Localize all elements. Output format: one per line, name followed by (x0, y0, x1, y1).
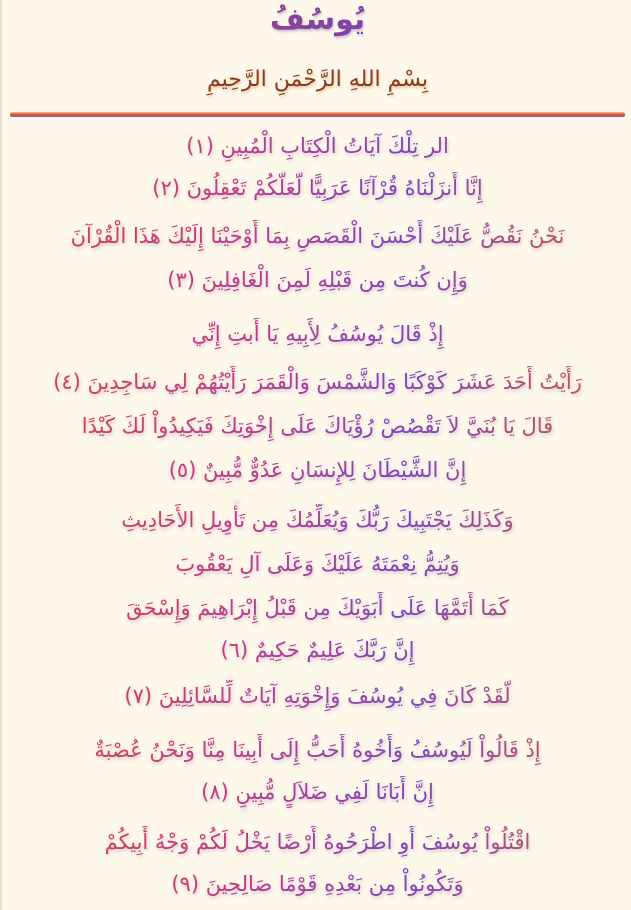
verse-line: قَالَ يَا بُنَيَّ لاَ تَقْصُصْ رُؤْيَاكَ عَلَى إِخْوَتِكَ فَيَكِيدُواْ لَكَ كَيْدًا (22, 410, 613, 442)
surah-header (2, 0, 631, 112)
verse-line: لَّقَدْ كَانَ فِي يُوسُفَ وَإِخْوَتِهِ آيَاتٌ لِّلسَّائِلِينَ (٧) (22, 680, 613, 712)
verse-line: إِذْ قَالُواْ لَيُوسُفُ وَأَخُوهُ أَحَبُّ إِلَى أَبِينَا مِنَّا وَنَحْنُ عُصْبَةٌ (22, 734, 613, 766)
verse-line: إِنَّ أَبَانَا لَفِي ضَلاَلٍ مُّبِينٍ (٨) (22, 776, 613, 808)
basmala: بِسْمِ اللهِ الرَّحْمَنِ الرَّحِيمِ (206, 67, 429, 92)
verse-line: الر تِلْكَ آيَاتُ الْكِتَابِ الْمُبِينِ (١) (22, 130, 613, 162)
verse-line: إِنَّ الشَّيْطَانَ لِلإِنسَانِ عَدُوٌّ مُّبِينٌ (٥) (22, 454, 613, 486)
verse-line: وَيُتِمُّ نِعْمَتَهُ عَلَيْكَ وَعَلَى آلِ يَعْقُوبَ (22, 548, 613, 580)
verse-line: إِنَّ رَبَّكَ عَلِيمٌ حَكِيمٌ (٦) (22, 634, 613, 666)
verse-line: رَأَيْتُ أَحَدَ عَشَرَ كَوْكَبًا وَالشَّمْسَ وَالْقَمَرَ رَأَيْتُهُمْ لِي سَاجِدِينَ (٤) (22, 366, 613, 398)
header-divider (10, 112, 625, 117)
verse-line: كَمَا أَتَمَّهَا عَلَى أَبَوَيْكَ مِن قَبْلُ إِبْرَاهِيمَ وَإِسْحَقَ (22, 592, 613, 624)
verse-line: اقْتُلُواْ يُوسُفَ أَوِ اطْرَحُوهُ أَرْضًا يَخْلُ لَكُمْ وَجْهُ أَبِيكُمْ (22, 826, 613, 858)
surah-title: يُوسُفُ (2, 2, 631, 38)
verse-line: وَكَذَلِكَ يَجْتَبِيكَ رَبُّكَ وَيُعَلِّمُكَ مِن تَأْوِيلِ الأَحَادِيثِ (22, 504, 613, 536)
verse-line: إِذْ قَالَ يُوسُفُ لِأَبِيهِ يَا أَبتِ إِنِّي (22, 318, 613, 350)
verse-line: وَإِن كُنتَ مِن قَبْلِهِ لَمِنَ الْغَافِلِينَ (٣) (22, 264, 613, 296)
verse-line: نَحْنُ نَقُصُّ عَلَيْكَ أَحْسَنَ الْقَصَصِ بِمَا أَوْحَيْنَا إِلَيْكَ هَذَا الْقُرْآنَ (22, 220, 613, 252)
verse-line: وَتَكُونُواْ مِن بَعْدِهِ قَوْمًا صَالِحِينَ (٩) (22, 868, 613, 900)
verse-line: إِنَّا أَنزَلْنَاهُ قُرْآنًا عَرَبِيًّا لَّعَلَّكُمْ تَعْقِلُونَ (٢) (22, 172, 613, 204)
